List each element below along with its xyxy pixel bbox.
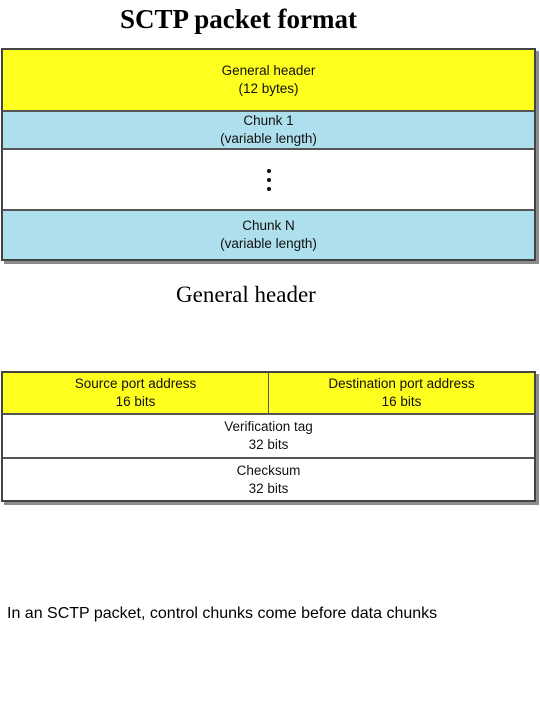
chunk-1-label: Chunk 1: [243, 113, 294, 128]
general-header-label: General header: [221, 63, 316, 78]
destination-port-size: 16 bits: [381, 394, 422, 409]
chunk-1-size: (variable length): [220, 131, 317, 146]
chunk-n-size: (variable length): [220, 236, 317, 251]
ellipsis-block: [3, 150, 534, 211]
source-port-size: 16 bits: [115, 394, 156, 409]
chunk-n-block: [3, 211, 534, 259]
control-chunks-note: In an SCTP packet, control chunks come before data chunks: [7, 605, 438, 622]
vertical-ellipsis-icon: [267, 169, 271, 191]
port-address-row: [3, 373, 534, 415]
packet-format-title: SCTP packet format: [120, 4, 357, 34]
verification-tag-size: 32 bits: [248, 437, 289, 452]
source-port-field: [3, 373, 269, 413]
sctp-packet-diagram: [1, 48, 536, 261]
verification-tag-label: Verification tag: [224, 419, 313, 434]
general-header-diagram: [1, 371, 536, 502]
checksum-field: [3, 459, 534, 500]
destination-port-field: [269, 373, 534, 413]
verification-tag-field: [3, 415, 534, 459]
packet-general-header-block: [3, 50, 534, 112]
general-header-size: (12 bytes): [238, 81, 299, 96]
general-header-title: General header: [176, 282, 316, 307]
chunk-n-label: Chunk N: [242, 218, 295, 233]
chunk-1-block: [3, 112, 534, 150]
source-port-label: Source port address: [74, 376, 197, 391]
checksum-size: 32 bits: [248, 480, 289, 496]
destination-port-label: Destination port address: [328, 376, 475, 391]
checksum-label: Checksum: [236, 462, 301, 478]
